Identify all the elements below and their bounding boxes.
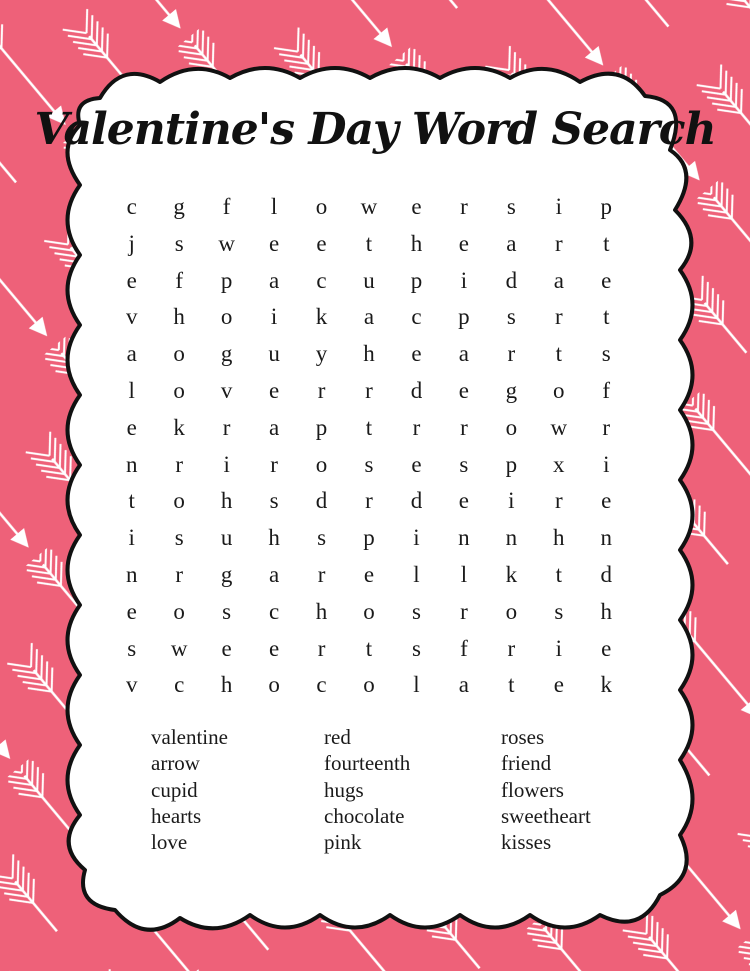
grid-letter[interactable]: s [411, 635, 421, 661]
grid-letter[interactable]: j [128, 230, 135, 256]
word-list [151, 724, 621, 855]
grid-letter[interactable]: s [174, 230, 184, 256]
word-list-item: arrow [151, 751, 200, 776]
grid-letter[interactable]: k [600, 672, 612, 698]
grid-letter[interactable]: e [363, 561, 375, 587]
grid-letter[interactable]: l [413, 672, 420, 698]
grid-letter[interactable]: e [126, 598, 137, 624]
grid-letter[interactable]: o [553, 377, 565, 403]
grid-letter[interactable]: r [554, 230, 563, 256]
grid-letter[interactable]: o [505, 598, 518, 624]
grid-letter[interactable]: f [460, 635, 468, 661]
grid-letter[interactable]: t [365, 414, 373, 440]
grid-letter[interactable]: d [505, 267, 518, 293]
grid-letter[interactable]: u [220, 525, 233, 551]
grid-letter[interactable]: s [269, 488, 279, 514]
grid-letter[interactable]: c [316, 267, 327, 293]
grid-letter[interactable]: o [173, 598, 185, 624]
grid-letter[interactable]: d [410, 377, 423, 403]
grid-letter[interactable]: o [220, 304, 233, 330]
grid-letter[interactable]: e [126, 267, 137, 293]
grid-letter[interactable]: r [222, 414, 231, 440]
grid-letter[interactable]: r [554, 488, 563, 514]
word-list-item: flowers [501, 777, 564, 802]
grid-letter[interactable]: o [363, 598, 375, 624]
grid-letter[interactable]: p [220, 267, 233, 293]
word-list-item: friend [501, 751, 552, 776]
grid-letter[interactable]: a [268, 561, 280, 587]
word-list-item: love [151, 830, 188, 855]
grid-letter[interactable]: g [173, 194, 185, 219]
grid-letter[interactable]: s [554, 598, 564, 624]
word-list-item: chocolate [324, 803, 405, 828]
grid-letter[interactable]: x [553, 451, 565, 477]
grid-letter[interactable]: h [220, 672, 233, 698]
word-list-item: red [324, 725, 351, 749]
grid-letter[interactable]: o [173, 341, 185, 367]
grid-letter[interactable]: k [315, 304, 328, 330]
grid-letter[interactable]: a [268, 267, 280, 293]
grid-letter[interactable]: e [601, 635, 612, 661]
grid-letter[interactable]: n [125, 451, 138, 477]
grid-letter[interactable]: p [315, 414, 328, 440]
grid-letter[interactable]: p [363, 525, 375, 551]
word-list-item: valentine [151, 725, 228, 749]
grid-letter[interactable]: e [268, 230, 280, 256]
grid-letter[interactable]: r [365, 488, 373, 514]
grid-letter[interactable]: s [601, 341, 611, 367]
grid-letter[interactable]: e [411, 341, 422, 367]
grid-letter[interactable]: r [507, 341, 516, 367]
grid-letter[interactable]: a [506, 230, 517, 256]
grid-letter[interactable]: o [173, 488, 185, 514]
grid-letter[interactable]: w [550, 414, 568, 440]
word-list-item: hearts [151, 803, 202, 828]
word-list-item: roses [501, 725, 545, 749]
grid-letter[interactable]: a [268, 414, 280, 440]
grid-letter[interactable]: i [508, 488, 515, 514]
grid-letter[interactable]: o [173, 377, 185, 403]
grid-letter[interactable]: t [555, 341, 562, 367]
grid-letter[interactable]: s [127, 635, 137, 661]
grid-letter[interactable]: h [220, 488, 233, 514]
grid-letter[interactable]: n [458, 525, 470, 551]
grid-letter[interactable]: h [553, 525, 565, 551]
word-list-item: sweetheart [501, 803, 591, 828]
word-list-item: hugs [324, 777, 364, 802]
grid-letter[interactable]: l [270, 194, 278, 219]
grid-letter[interactable]: o [268, 672, 280, 698]
grid-letter[interactable]: u [268, 341, 280, 367]
grid-letter[interactable]: i [460, 267, 468, 293]
grid-letter[interactable]: t [603, 230, 610, 256]
grid-letter[interactable]: i [270, 304, 278, 330]
grid-letter[interactable]: v [125, 672, 138, 698]
grid-letter[interactable]: r [460, 194, 468, 219]
word-list-column [501, 724, 621, 855]
grid-letter[interactable]: e [411, 451, 422, 477]
grid-letter[interactable]: r [412, 414, 421, 440]
grid-letter[interactable]: p [505, 451, 518, 477]
word-list-item: fourteenth [324, 751, 411, 776]
grid-letter[interactable]: e [268, 377, 280, 403]
grid-letter[interactable]: e [458, 377, 469, 403]
grid-letter[interactable]: s [459, 451, 469, 477]
grid-letter[interactable]: c [316, 672, 327, 698]
grid-letter[interactable]: t [603, 304, 610, 330]
grid-letter[interactable]: k [173, 414, 185, 440]
grid-letter[interactable]: h [173, 304, 185, 330]
grid-letter[interactable]: r [270, 451, 278, 477]
grid-letter[interactable]: h [410, 230, 423, 256]
grid-letter[interactable]: e [126, 414, 137, 440]
grid-letter[interactable]: o [505, 414, 518, 440]
grid-letter[interactable]: f [222, 194, 231, 219]
grid-letter[interactable]: u [363, 267, 375, 293]
grid-letter[interactable]: a [363, 304, 375, 330]
word-list-column [151, 724, 324, 855]
grid-letter[interactable]: s [174, 525, 184, 551]
grid-letter[interactable]: s [364, 451, 374, 477]
grid-letter[interactable]: o [363, 672, 375, 698]
grid-letter[interactable]: f [175, 267, 184, 293]
grid-letter[interactable]: s [506, 304, 516, 330]
grid-letter[interactable]: p [410, 267, 423, 293]
grid-letter[interactable]: r [460, 598, 468, 624]
grid-letter[interactable]: t [508, 672, 515, 698]
word-list-item: kisses [501, 830, 552, 855]
grid-letter[interactable]: i [603, 451, 610, 477]
grid-letter[interactable]: t [555, 561, 562, 587]
grid-letter[interactable]: r [317, 561, 326, 587]
grid-letter[interactable]: l [460, 561, 468, 587]
grid-letter[interactable]: s [506, 194, 516, 219]
grid-letter[interactable]: e [221, 635, 232, 661]
grid-letter[interactable]: a [126, 341, 137, 367]
grid-letter[interactable]: t [365, 635, 373, 661]
grid-letter[interactable]: f [602, 377, 611, 403]
grid-letter[interactable]: e [553, 672, 564, 698]
grid-letter[interactable]: w [360, 194, 378, 219]
grid-letter[interactable]: h [315, 598, 328, 624]
grid-letter[interactable]: y [315, 341, 328, 367]
page-title: Valentine's Day Word Search [34, 104, 716, 155]
grid-letter[interactable]: r [317, 635, 326, 661]
grid-letter[interactable]: s [317, 525, 327, 551]
grid-letter[interactable]: r [554, 304, 563, 330]
grid-letter[interactable]: n [505, 525, 518, 551]
grid-letter[interactable]: r [460, 414, 468, 440]
grid-letter[interactable]: w [170, 635, 188, 661]
grid-letter[interactable]: v [125, 304, 138, 330]
grid-letter[interactable]: c [268, 598, 280, 624]
grid-letter[interactable]: k [505, 561, 518, 587]
grid-letter[interactable]: i [555, 635, 562, 661]
grid-letter[interactable]: e [601, 267, 612, 293]
grid-letter[interactable]: e [458, 230, 469, 256]
grid-letter[interactable]: g [505, 377, 518, 403]
grid-letter[interactable]: r [365, 377, 373, 403]
grid-letter[interactable]: d [315, 488, 328, 514]
grid-letter[interactable]: h [600, 598, 612, 624]
grid-letter[interactable]: v [220, 377, 233, 403]
grid-letter[interactable]: o [315, 194, 328, 219]
grid-letter[interactable]: c [411, 304, 422, 330]
grid-letter[interactable]: a [458, 672, 469, 698]
word-list-item: cupid [151, 777, 198, 802]
grid-letter[interactable]: g [220, 341, 233, 367]
grid-letter[interactable]: c [174, 672, 185, 698]
grid-letter[interactable]: n [600, 525, 612, 551]
grid-letter[interactable]: h [268, 525, 280, 551]
grid-letter[interactable]: r [507, 635, 516, 661]
grid-letter[interactable]: p [458, 304, 470, 330]
grid-letter[interactable]: e [458, 488, 469, 514]
grid-letter[interactable]: r [317, 377, 326, 403]
grid-letter[interactable]: c [126, 194, 137, 219]
grid-letter[interactable]: e [268, 635, 280, 661]
grid-letter[interactable]: h [363, 341, 375, 367]
grid-letter[interactable]: e [601, 488, 612, 514]
letter-grid [108, 189, 630, 704]
grid-letter[interactable]: w [218, 230, 235, 256]
grid-letter[interactable]: l [128, 377, 135, 403]
grid-letter[interactable]: i [555, 194, 562, 219]
grid-letter[interactable]: t [128, 488, 135, 514]
grid-letter[interactable]: r [175, 561, 184, 587]
grid-letter[interactable]: n [125, 561, 138, 587]
grid-letter[interactable]: g [220, 561, 233, 587]
word-list-item: pink [324, 830, 362, 855]
grid-letter[interactable]: o [315, 451, 328, 477]
grid-letter[interactable]: p [600, 194, 612, 219]
grid-letter[interactable]: r [175, 451, 184, 477]
grid-letter[interactable]: e [316, 230, 327, 256]
grid-letter[interactable]: d [600, 561, 612, 587]
grid-letter[interactable]: a [553, 267, 564, 293]
grid-letter[interactable]: t [365, 230, 373, 256]
grid-letter[interactable]: e [411, 194, 422, 219]
grid-letter[interactable]: i [223, 451, 230, 477]
grid-letter[interactable]: a [458, 341, 469, 367]
grid-letter[interactable]: s [222, 598, 232, 624]
grid-letter[interactable]: i [413, 525, 420, 551]
grid-letter[interactable]: s [411, 598, 421, 624]
grid-letter[interactable]: i [128, 525, 135, 551]
grid-letter[interactable]: d [410, 488, 423, 514]
word-list-column [324, 724, 501, 855]
grid-letter[interactable]: r [602, 414, 611, 440]
grid-letter[interactable]: l [413, 561, 420, 587]
